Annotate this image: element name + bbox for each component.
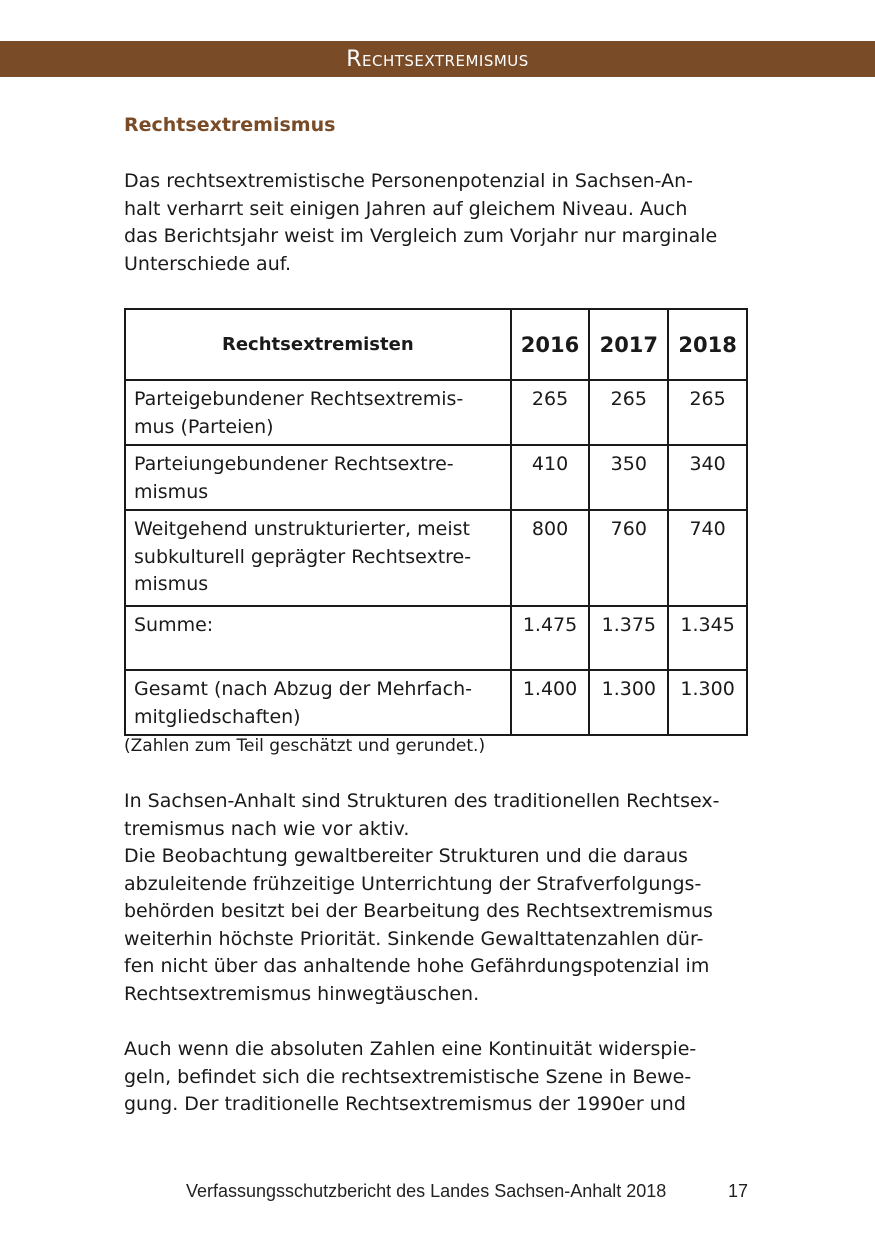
- table-row: [125, 380, 747, 445]
- text-line: Das rechtsextremistische Personenpotenzial in Sachsen-An-: [124, 170, 693, 192]
- text-line: fen nicht über das anhaltende hohe Gefährdungspotenzial im: [124, 955, 710, 977]
- chapter-title: Rechtsextremismus: [346, 47, 529, 72]
- row-label-line: Gesamt (nach Abzug der Mehrfach-: [134, 678, 472, 700]
- section-heading: Rechtsextremismus: [124, 114, 336, 136]
- cell-value: 265: [511, 380, 590, 445]
- table-header-year: 2018: [668, 309, 747, 380]
- text-line: gung. Der traditionelle Rechtsextremismus der 1990er und: [124, 1093, 686, 1115]
- chapter-banner: [0, 41, 875, 77]
- row-label-line: Parteigebundener Rechtsextremis-: [134, 388, 464, 410]
- cell-value: 265: [589, 380, 668, 445]
- row-label: [125, 606, 511, 670]
- text-line: weiterhin höchste Priorität. Sinkende Gewalttatenzahlen dür-: [124, 927, 704, 950]
- text-line: Die Beobachtung gewaltbereiter Strukturen und die daraus: [124, 845, 688, 867]
- cell-value: 1.345: [668, 606, 747, 670]
- footer-title: Verfassungsschutzbericht des Landes Sachsen-Anhalt 2018: [186, 1181, 667, 1201]
- table-row-sum: [125, 606, 747, 670]
- cell-value: 265: [668, 380, 747, 445]
- cell-value: 740: [668, 510, 747, 606]
- text-line: Unterschiede auf.: [124, 252, 292, 275]
- table-header-row: [125, 309, 747, 380]
- row-label-line: mismus: [134, 573, 209, 595]
- cell-value: 1.300: [668, 670, 747, 735]
- row-label: [125, 670, 511, 735]
- cell-value: 1.475: [511, 606, 590, 670]
- row-label-line: Parteiungebundener Rechtsextre-: [134, 453, 454, 475]
- table-header-year: 2016: [511, 309, 590, 380]
- cell-value: 410: [511, 445, 590, 510]
- text-line: halt verharrt seit einigen Jahren auf gleichem Niveau. Auch: [124, 197, 688, 220]
- cell-value: 340: [668, 445, 747, 510]
- text-line: geln, befindet sich die rechtsextremistische Szene in Bewe-: [124, 1065, 692, 1088]
- intro-paragraph: [124, 168, 764, 278]
- table-row: [125, 445, 747, 510]
- row-label-line: subkulturell geprägter Rechtsextre-: [134, 545, 472, 568]
- row-label-line: mus (Parteien): [134, 415, 274, 438]
- row-label-line: Weitgehend unstrukturierter, meist: [134, 518, 470, 540]
- row-label-line: mitgliedschaften): [134, 705, 301, 728]
- body-paragraph: [124, 1036, 764, 1119]
- row-label: [125, 510, 511, 606]
- table-header-label: Rechtsextremisten: [125, 309, 511, 380]
- row-label: [125, 380, 511, 445]
- cell-value: 1.300: [589, 670, 668, 735]
- cell-value: 1.375: [589, 606, 668, 670]
- page-number: 17: [728, 1181, 749, 1201]
- row-label-line: mismus: [134, 480, 209, 503]
- cell-value: 760: [589, 510, 668, 606]
- text-line: behörden besitzt bei der Bearbeitung des Rechtsextremismus: [124, 900, 713, 922]
- table-row: [125, 510, 747, 606]
- text-line: In Sachsen-Anhalt sind Strukturen des traditionellen Rechtsex-: [124, 790, 720, 812]
- text-line: tremismus nach wie vor aktiv.: [124, 817, 410, 840]
- text-line: Rechtsextremismus hinwegtäuschen.: [124, 982, 480, 1005]
- row-label-line: Summe:: [134, 614, 214, 636]
- row-label: [125, 445, 511, 510]
- table-header-year: 2017: [589, 309, 668, 380]
- cell-value: 1.400: [511, 670, 590, 735]
- cell-value: 800: [511, 510, 590, 606]
- cell-value: 350: [589, 445, 668, 510]
- table-note: (Zahlen zum Teil geschätzt und gerundet.): [124, 736, 486, 756]
- text-line: das Berichtsjahr weist im Vergleich zum Vorjahr nur marginale: [124, 225, 718, 247]
- text-line: Auch wenn die absoluten Zahlen eine Kontinuität widerspie-: [124, 1038, 697, 1060]
- body-paragraph: [124, 788, 764, 1008]
- text-line: abzuleitende frühzeitige Unterrichtung der Strafverfolgungs-: [124, 872, 702, 895]
- statistics-table: [124, 308, 748, 736]
- table-row-total: [125, 670, 747, 735]
